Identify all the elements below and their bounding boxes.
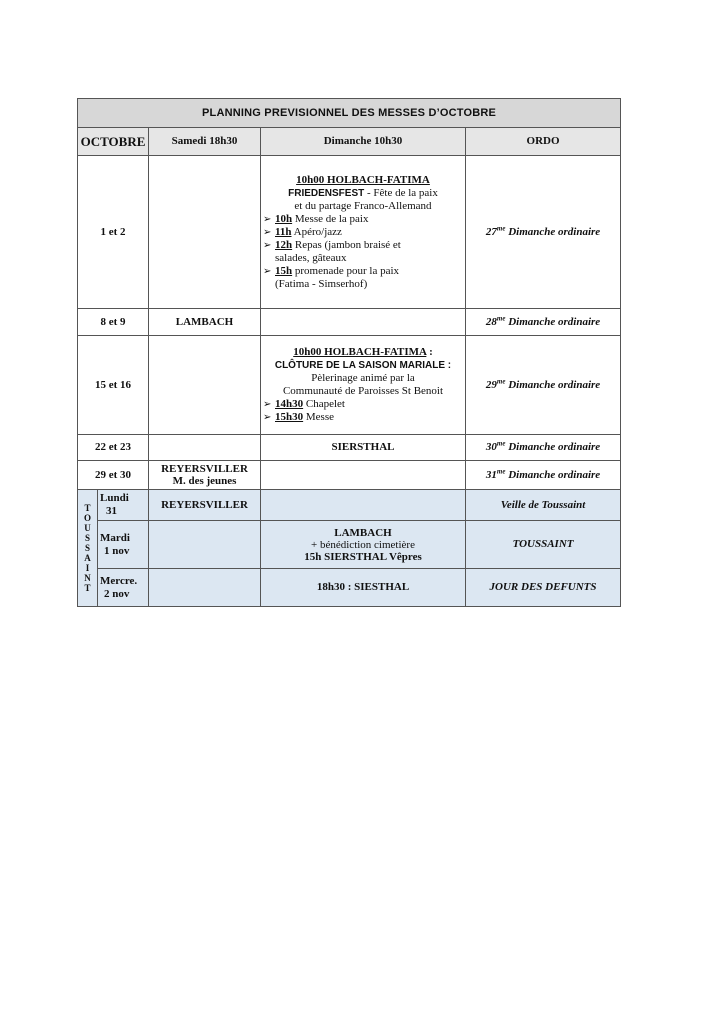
event-desc-2: Communauté de Paroisses St Benoit [282,385,444,397]
row-saturday [149,435,261,461]
row-saturday: LAMBACH [149,309,261,336]
arrow-bullet-icon: ➢ [263,265,272,277]
row-day: Mardi 1 nov [98,521,149,569]
mass-schedule-table [77,98,621,607]
row-ordo: $31^{me}$ Dimanche ordinaire [466,461,621,490]
arrow-bullet-icon: ➢ [263,213,272,225]
row-sunday: 18h30 : SIESTHAL [261,569,466,607]
row-ordo: $27^{me}$ Dimanche ordinaire [466,156,621,309]
event-name: CLÔTURE DE LA SAISON MARIALE : [274,360,452,371]
row-day: Lundi 31 [98,490,149,521]
row-saturday: REYERSVILLER [149,490,261,521]
row-day: Mercre. 2 nov [98,569,149,607]
table-row-toussaint [78,490,621,521]
row-sunday [261,461,466,490]
row-saturday: REYERSVILLER M. des jeunes [149,461,261,490]
list-item: ➢ 12h Repas (jambon braisé et [263,238,401,251]
list-item: ➢ 11h Apéro/jazz [263,225,342,238]
row-ordo: $30^{me}$ Dimanche ordinaire [466,435,621,461]
list-item-cont: (Fatima - Simserhof) [275,277,368,290]
event-heading: 10h00 HOLBACH-FATIMA [296,173,430,186]
row-ordo: $28^{me}$ Dimanche ordinaire [466,309,621,336]
row-saturday [149,336,261,435]
list-item: ➢ 14h30 Chapelet [263,398,345,410]
row-saturday [149,569,261,607]
table-row [78,435,621,461]
row-ordo: $29^{me}$ Dimanche ordinaire [466,336,621,435]
table-row [78,336,621,435]
list-item: ➢ 15h30 Messe [263,411,334,423]
event-desc: - Fête de la paix [364,186,438,199]
header-row [78,128,621,156]
row-date: 15 et 16 [78,336,149,435]
header-sunday: Dimanche 10h30 [261,128,466,156]
event-heading: 10h00 HOLBACH-FATIMA [293,346,427,358]
header-saturday: Samedi 18h30 [149,128,261,156]
arrow-bullet-icon: ➢ [263,399,272,410]
row-sunday: 10h00 HOLBACH-FATIMA : CLÔTURE DE LA SAISON MARIALE : Pèlerinage animé par la Communauté de Paroisses St Benoit ➢ 14h30 Chapelet ➢ 15h30 Messe [261,336,466,435]
row-date: 8 et 9 [78,309,149,336]
event-desc-2: et du partage Franco-Allemand [294,199,432,212]
row-saturday [149,521,261,569]
header-ordo: ORDO [466,128,621,156]
arrow-bullet-icon: ➢ [263,226,272,238]
row-ordo: Veille de Toussaint [466,490,621,521]
row-ordo: JOUR DES DEFUNTS [466,569,621,607]
list-item: ➢ 15h promenade pour la paix [263,264,400,277]
table-row [78,156,621,309]
table-row-toussaint [78,569,621,607]
row-sunday: LAMBACH + bénédiction cimetière 15h SIERSTHAL Vêpres [261,521,466,569]
row-date: 22 et 23 [78,435,149,461]
row-sunday [261,490,466,521]
table-row [78,309,621,336]
row-date: 29 et 30 [78,461,149,490]
table-row [78,461,621,490]
row-saturday [149,156,261,309]
row-sunday [261,309,466,336]
table-title: PLANNING PREVISIONNEL DES MESSES D’OCTOBRE [78,99,621,128]
list-item-cont: salades, gâteaux [275,251,347,264]
arrow-bullet-icon: ➢ [263,412,272,423]
row-sunday: SIERSTHAL [261,435,466,461]
header-month: OCTOBRE [78,128,149,156]
table-row-toussaint [78,521,621,569]
row-sunday [261,156,466,309]
event-desc: Pèlerinage animé par la [311,372,415,384]
row-ordo: TOUSSAINT [466,521,621,569]
list-item: ➢ 10h Messe de la paix [263,212,369,225]
title-row [78,99,621,128]
toussaint-vertical-label: T O U S S A I N T [78,490,98,607]
event-name: FRIEDENSFEST [288,187,365,199]
arrow-bullet-icon: ➢ [263,239,272,251]
row-date: 1 et 2 [78,156,149,309]
